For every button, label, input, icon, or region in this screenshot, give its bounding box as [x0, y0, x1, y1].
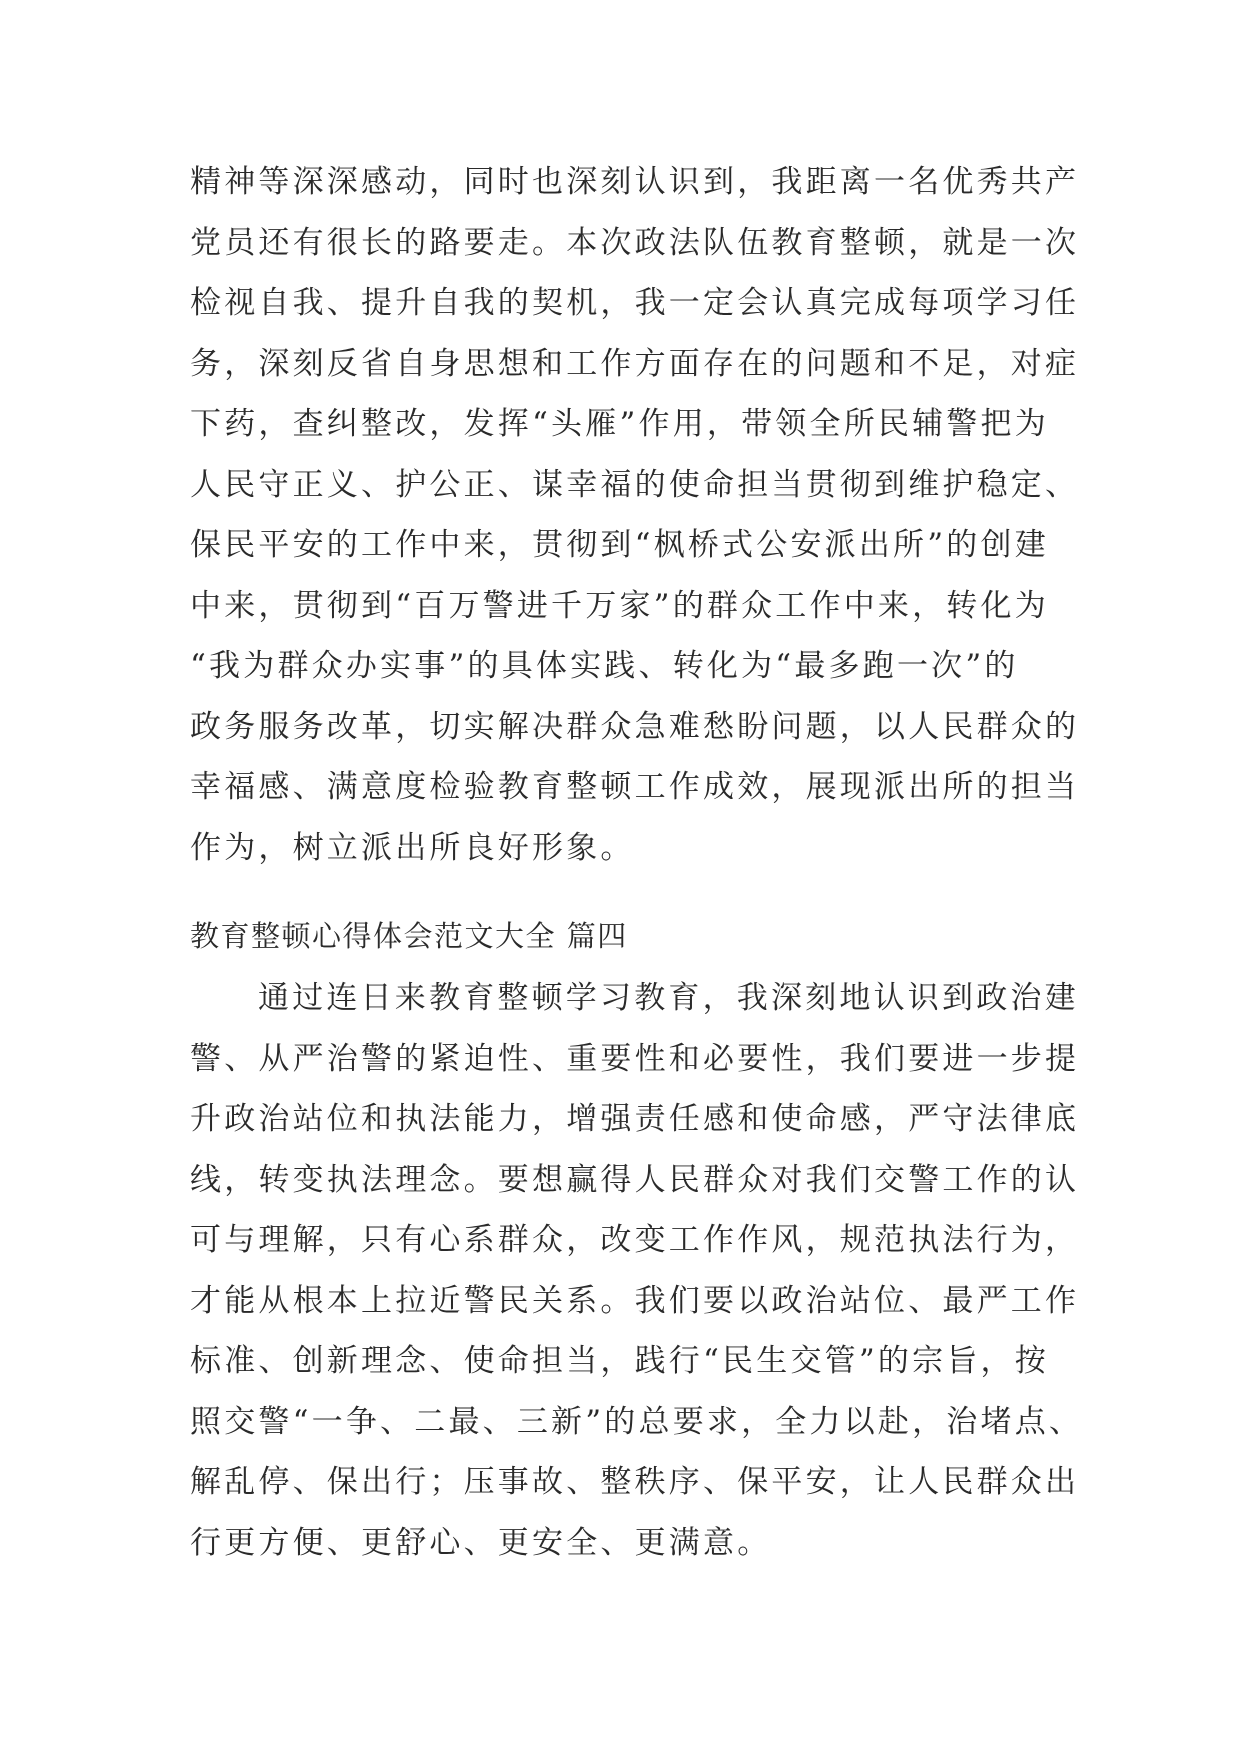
paragraph-line: 党员还有很长的路要走。本次政法队伍教育整顿，就是一次	[190, 224, 1080, 261]
paragraph-line: 升政治站位和执法能力，增强责任感和使命感，严守法律底	[190, 1101, 1080, 1137]
paragraph-four	[190, 968, 1083, 1573]
paragraph-line: 保民平安的工作中来，贯彻到“枫桥式公安派出所”的创建	[190, 527, 1049, 563]
paragraph-line: 线，转变执法理念。要想赢得人民群众对我们交警工作的认	[190, 1161, 1080, 1198]
paragraph-line: 可与理解，只有心系群众，改变工作作风，规范执法行为，	[190, 1222, 1080, 1258]
paragraph-line: 中来，贯彻到“百万警进千万家”的群众工作中来，转化为	[190, 587, 1049, 624]
paragraph-line: 作为，树立派出所良好形象。	[190, 829, 635, 866]
paragraph-continued	[190, 152, 1079, 878]
paragraph-line: 才能从根本上拉近警民关系。我们要以政治站位、最严工作	[190, 1282, 1080, 1319]
paragraph-line: 解乱停、保出行；压事故、整秩序、保平安，让人民群众出	[190, 1464, 1080, 1500]
paragraph-line: 政务服务改革，切实解决群众急难愁盼问题，以人民群众的	[190, 708, 1080, 745]
paragraph-line: 警、从严治警的紧迫性、重要性和必要性，我们要进一步提	[190, 1040, 1080, 1077]
paragraph-line: “我为群众办实事”的具体实践、转化为“最多跑一次”的	[190, 648, 1019, 684]
paragraph-line: 行更方便、更舒心、更安全、更满意。	[190, 1524, 772, 1561]
paragraph-line: 幸福感、满意度检验教育整顿工作成效，展现派出所的担当	[190, 769, 1080, 805]
paragraph-line: 务，深刻反省自身思想和工作方面存在的问题和不足，对症	[190, 345, 1080, 382]
paragraph-line: 通过连日来教育整顿学习教育，我深刻地认识到政治建	[258, 980, 1079, 1016]
paragraph-line: 下药，查纠整改，发挥“头雁”作用，带领全所民辅警把为	[190, 406, 1049, 442]
paragraph-line: 检视自我、提升自我的契机，我一定会认真完成每项学习任	[190, 285, 1080, 321]
section-heading: 教育整顿心得体会范文大全 篇四	[190, 919, 628, 953]
paragraph-line: 精神等深深感动，同时也深刻认识到，我距离一名优秀共产	[190, 164, 1080, 200]
paragraph-line: 人民守正义、护公正、谋幸福的使命担当贯彻到维护稳定、	[190, 466, 1080, 503]
paragraph-line: 标准、创新理念、使命担当，践行“民生交管”的宗旨，按	[190, 1343, 1049, 1379]
paragraph-line: 照交警“一争、二最、三新”的总要求，全力以赴，治堵点、	[190, 1403, 1084, 1440]
